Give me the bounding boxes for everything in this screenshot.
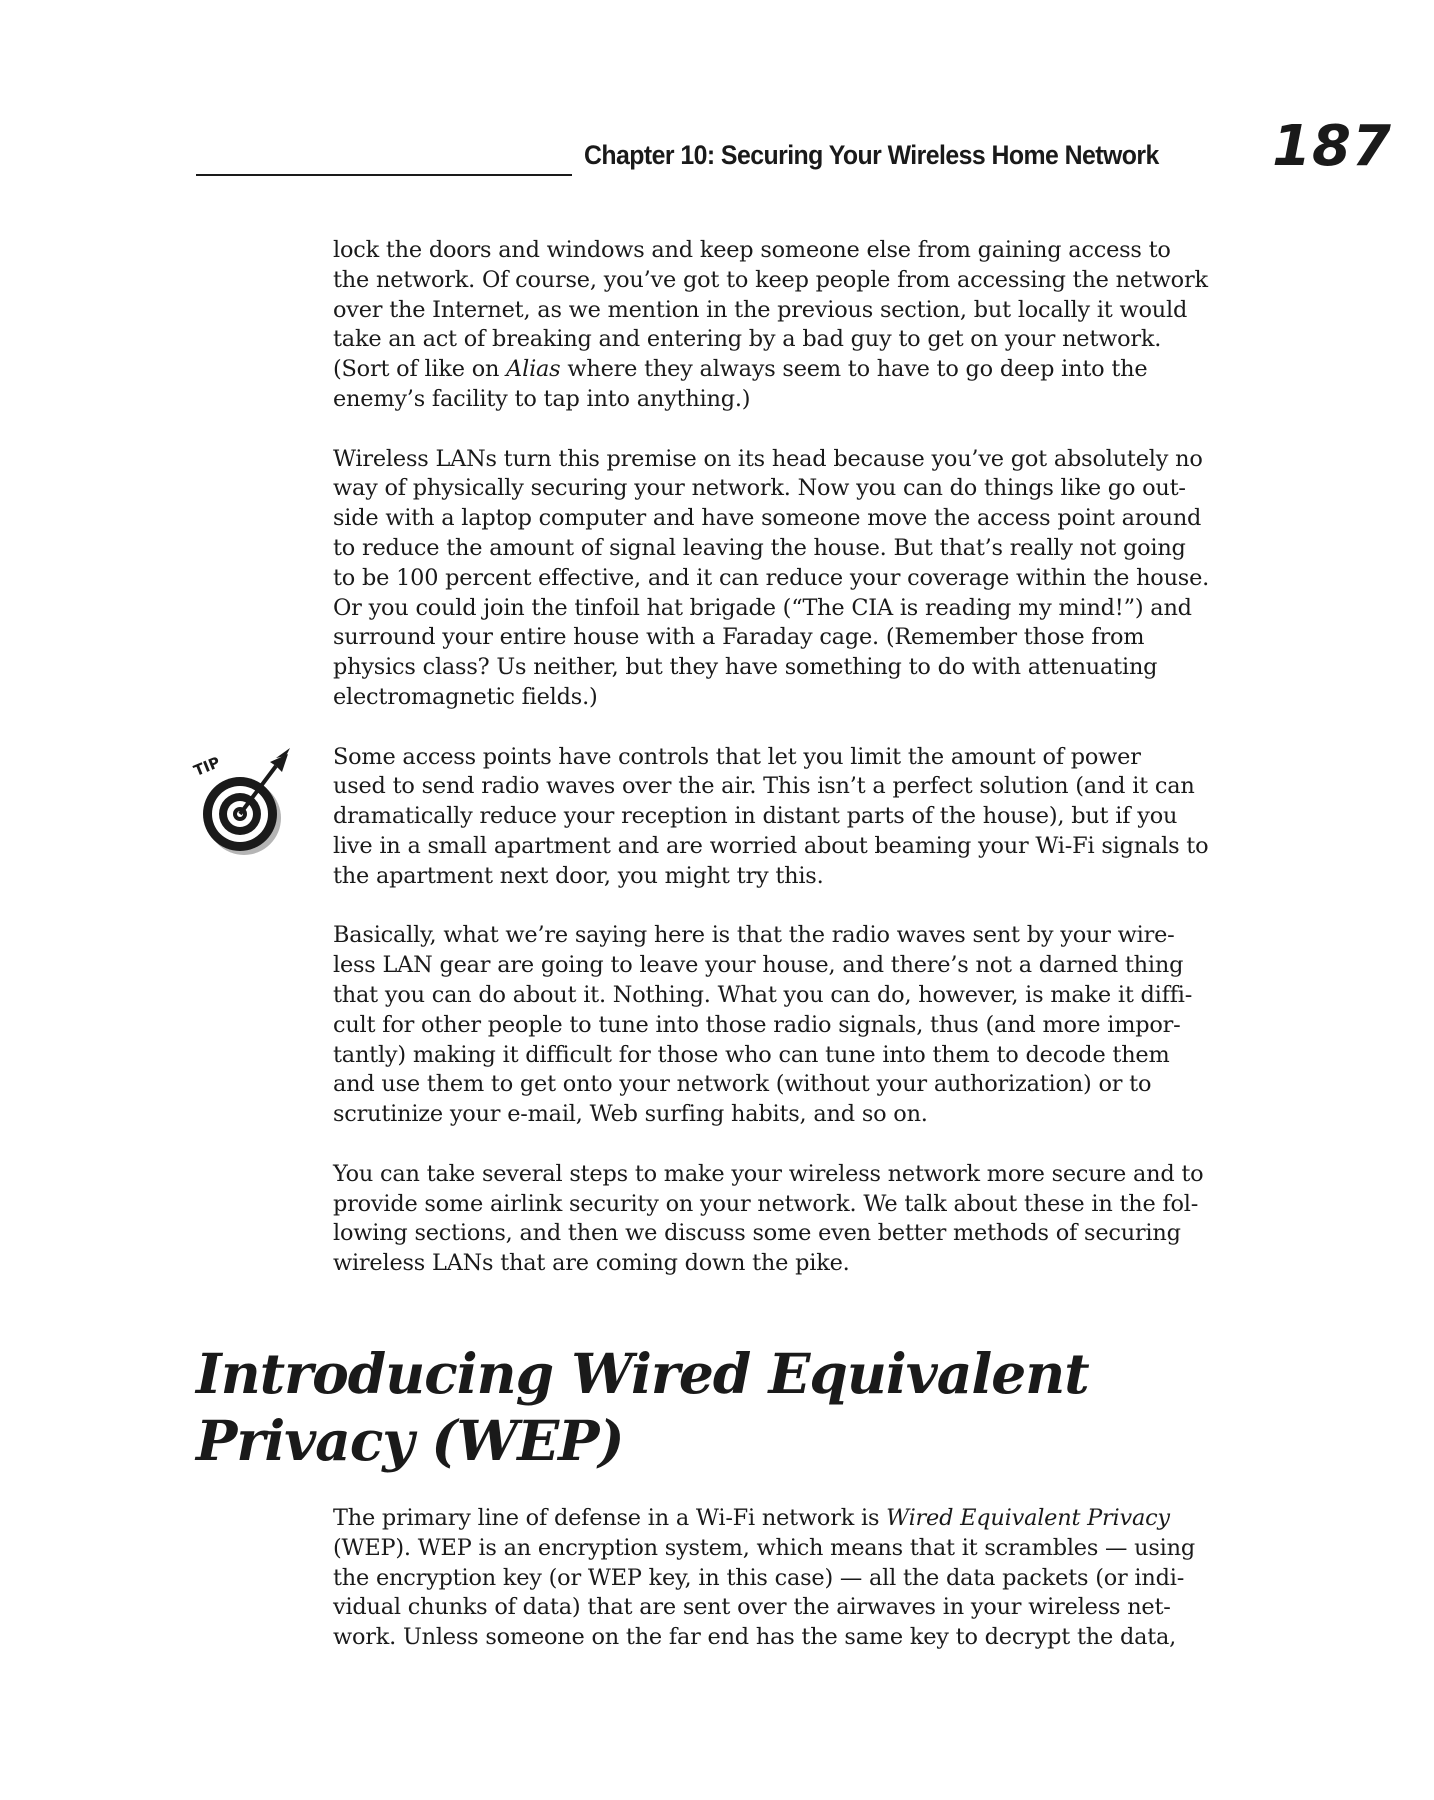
italic-title-alias: Alias xyxy=(506,356,561,383)
text-line: cult for other people to tune into those radio signals, thus (and more impor- xyxy=(333,1011,1181,1038)
paragraph-2 xyxy=(333,445,1253,713)
text-line: vidual chunks of data) that are sent over the airwaves in your wireless net- xyxy=(333,1594,1171,1621)
text-line: way of physically securing your network. Now you can do things like go out- xyxy=(333,475,1186,502)
text-line: lock the doors and windows and keep someone else from gaining access to xyxy=(333,237,1171,263)
text-line: Or you could join the tinfoil hat brigade (“The CIA is reading my mind!”) and xyxy=(333,594,1192,621)
page-header xyxy=(196,114,1392,194)
text-line: the network. Of course, you’ve got to keep people from accessing the network xyxy=(333,266,1208,293)
section-heading-line: Privacy (WEP) xyxy=(196,1408,624,1473)
text-line: that you can do about it. Nothing. What you can do, however, is make it diffi- xyxy=(333,981,1193,1008)
text-line: the encryption key (or WEP key, in this case) — all the data packets (or indi- xyxy=(333,1564,1185,1591)
tip-label: TIP xyxy=(191,753,223,780)
text-line: tantly) making it difficult for those who can tune into them to decode them xyxy=(333,1041,1170,1068)
text-line: (WEP). WEP is an encryption system, which means that it scrambles — using xyxy=(333,1534,1195,1561)
text-line: You can take several steps to make your wireless network more secure and to xyxy=(333,1160,1204,1187)
text-segment: The primary line of defense in a Wi-Fi network is xyxy=(333,1505,887,1531)
paragraph-4 xyxy=(333,921,1253,1130)
text-line: physics class? Us neither, but they have something to do with attenuating xyxy=(333,654,1158,681)
text-line: dramatically reduce your reception in distant parts of the house), but if you xyxy=(333,803,1178,830)
chapter-title: Chapter 10: Securing Your Wireless Home Network xyxy=(584,140,1159,170)
text-line xyxy=(333,355,1253,385)
paragraph-tip xyxy=(333,743,1253,892)
text-segment: where they always seem to have to go deep into the xyxy=(560,356,1148,383)
text-line: Some access points have controls that let you limit the amount of power xyxy=(333,743,1141,770)
text-line: live in a small apartment and are worried about beaming your Wi-Fi signals to xyxy=(333,832,1209,859)
text-line: used to send radio waves over the air. This isn’t a perfect solution (and it can xyxy=(333,773,1195,800)
wep-paragraph xyxy=(333,1504,1253,1653)
text-line: to be 100 percent effective, and it can reduce your coverage within the house. xyxy=(333,564,1210,591)
text-line: over the Internet, as we mention in the previous section, but locally it would xyxy=(333,296,1188,323)
section-paragraph xyxy=(333,1504,1253,1653)
text-line: the apartment next door, you might try this. xyxy=(333,862,824,889)
text-line: wireless LANs that are coming down the pike. xyxy=(333,1250,850,1277)
text-line: take an act of breaking and entering by a bad guy to get on your network. xyxy=(333,326,1162,353)
text-line: side with a laptop computer and have someone move the access point around xyxy=(333,505,1202,532)
text-line: work. Unless someone on the far end has the same key to decrypt the data, xyxy=(333,1624,1177,1651)
text-line: enemy’s facility to tap into anything.) xyxy=(333,385,751,412)
text-line: to reduce the amount of signal leaving the house. But that’s really not going xyxy=(333,534,1186,561)
italic-term-wep: Wired Equivalent Privacy xyxy=(886,1505,1170,1531)
paragraph-5 xyxy=(333,1160,1253,1279)
text-line: surround your entire house with a Faraday cage. (Remember those from xyxy=(333,624,1145,651)
target-dart-icon xyxy=(190,744,302,856)
text-line: and use them to get onto your network (without your authorization) or to xyxy=(333,1071,1152,1098)
text-line: lowing sections, and then we discuss some even better methods of securing xyxy=(333,1220,1181,1247)
text-line: scrutinize your e-mail, Web surfing habits, and so on. xyxy=(333,1101,928,1128)
text-line: less LAN gear are going to leave your house, and there’s not a darned thing xyxy=(333,952,1184,979)
paragraph-1 xyxy=(333,236,1253,415)
header-rule xyxy=(196,174,572,176)
body-text xyxy=(333,236,1253,1309)
text-line xyxy=(333,1504,1253,1534)
text-line: electromagnetic fields.) xyxy=(333,683,598,710)
text-line: Basically, what we’re saying here is that the radio waves sent by your wire- xyxy=(333,922,1175,949)
text-line: provide some airlink security on your network. We talk about these in the fol- xyxy=(333,1190,1199,1217)
section-heading xyxy=(196,1340,1089,1474)
section-heading-line: Introducing Wired Equivalent xyxy=(196,1341,1089,1406)
page-number: 187 xyxy=(1272,114,1392,179)
text-line: Wireless LANs turn this premise on its head because you’ve got absolutely no xyxy=(333,445,1203,472)
text-segment: (Sort of like on xyxy=(333,356,507,383)
